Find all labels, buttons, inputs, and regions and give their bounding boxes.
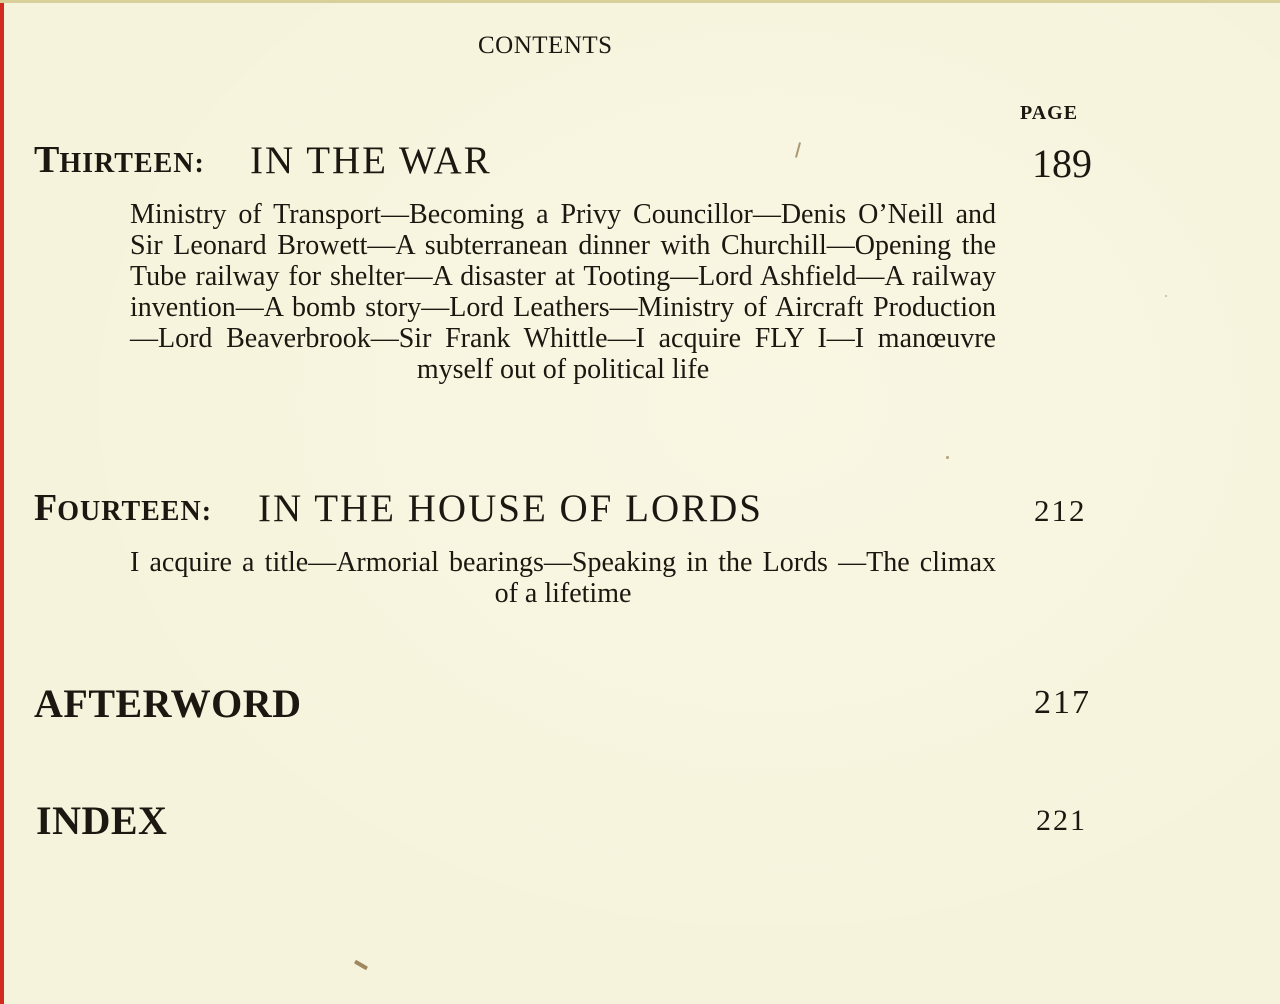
paper-mark	[354, 960, 368, 970]
chapter-number-initial: T	[34, 139, 60, 181]
contents-heading: CONTENTS	[478, 32, 613, 59]
chapter-number-rest: OURTEEN:	[57, 496, 213, 527]
paper-mark	[946, 456, 949, 459]
chapter-synopsis: Ministry of Transport—Becoming a Privy Councillor—Denis O’Neill and Sir Leonard Browett—A subterranean dinner with Churchill—Opening the Tube railway for shelter—A disaster at Tooting—Lord Ashfield—A railway invention—A bomb story—Lord Leathers—Ministry of Aircraft Production—Lord Beaverbrook—Sir Frank Whittle—I acquire FLY I—I manœuvre myself out of political life	[130, 199, 996, 385]
page-edge	[0, 0, 4, 1004]
chapter-number-initial: F	[34, 487, 58, 529]
paper-mark	[795, 142, 801, 158]
chapter-page-number: 212	[1034, 493, 1087, 528]
page-column-label: PAGE	[1020, 102, 1079, 124]
afterword-page-number: 217	[1034, 684, 1091, 721]
index-page-number: 221	[1036, 804, 1087, 837]
page-edge-top	[0, 0, 1280, 3]
chapter-title: IN THE HOUSE OF LORDS	[258, 487, 763, 530]
chapter-synopsis: I acquire a title—Armorial bearings—Speaking in the Lords —The climax of a lifetime	[130, 547, 996, 609]
chapter-number	[34, 138, 205, 182]
chapter-number-rest: HIRTEEN:	[59, 148, 205, 179]
paper-mark	[1165, 295, 1167, 297]
chapter-page-number: 189	[1032, 141, 1092, 186]
index-heading: INDEX	[36, 798, 168, 843]
chapter-number	[34, 486, 212, 530]
chapter-title: IN THE WAR	[250, 139, 492, 182]
afterword-heading: AFTERWORD	[34, 681, 302, 726]
